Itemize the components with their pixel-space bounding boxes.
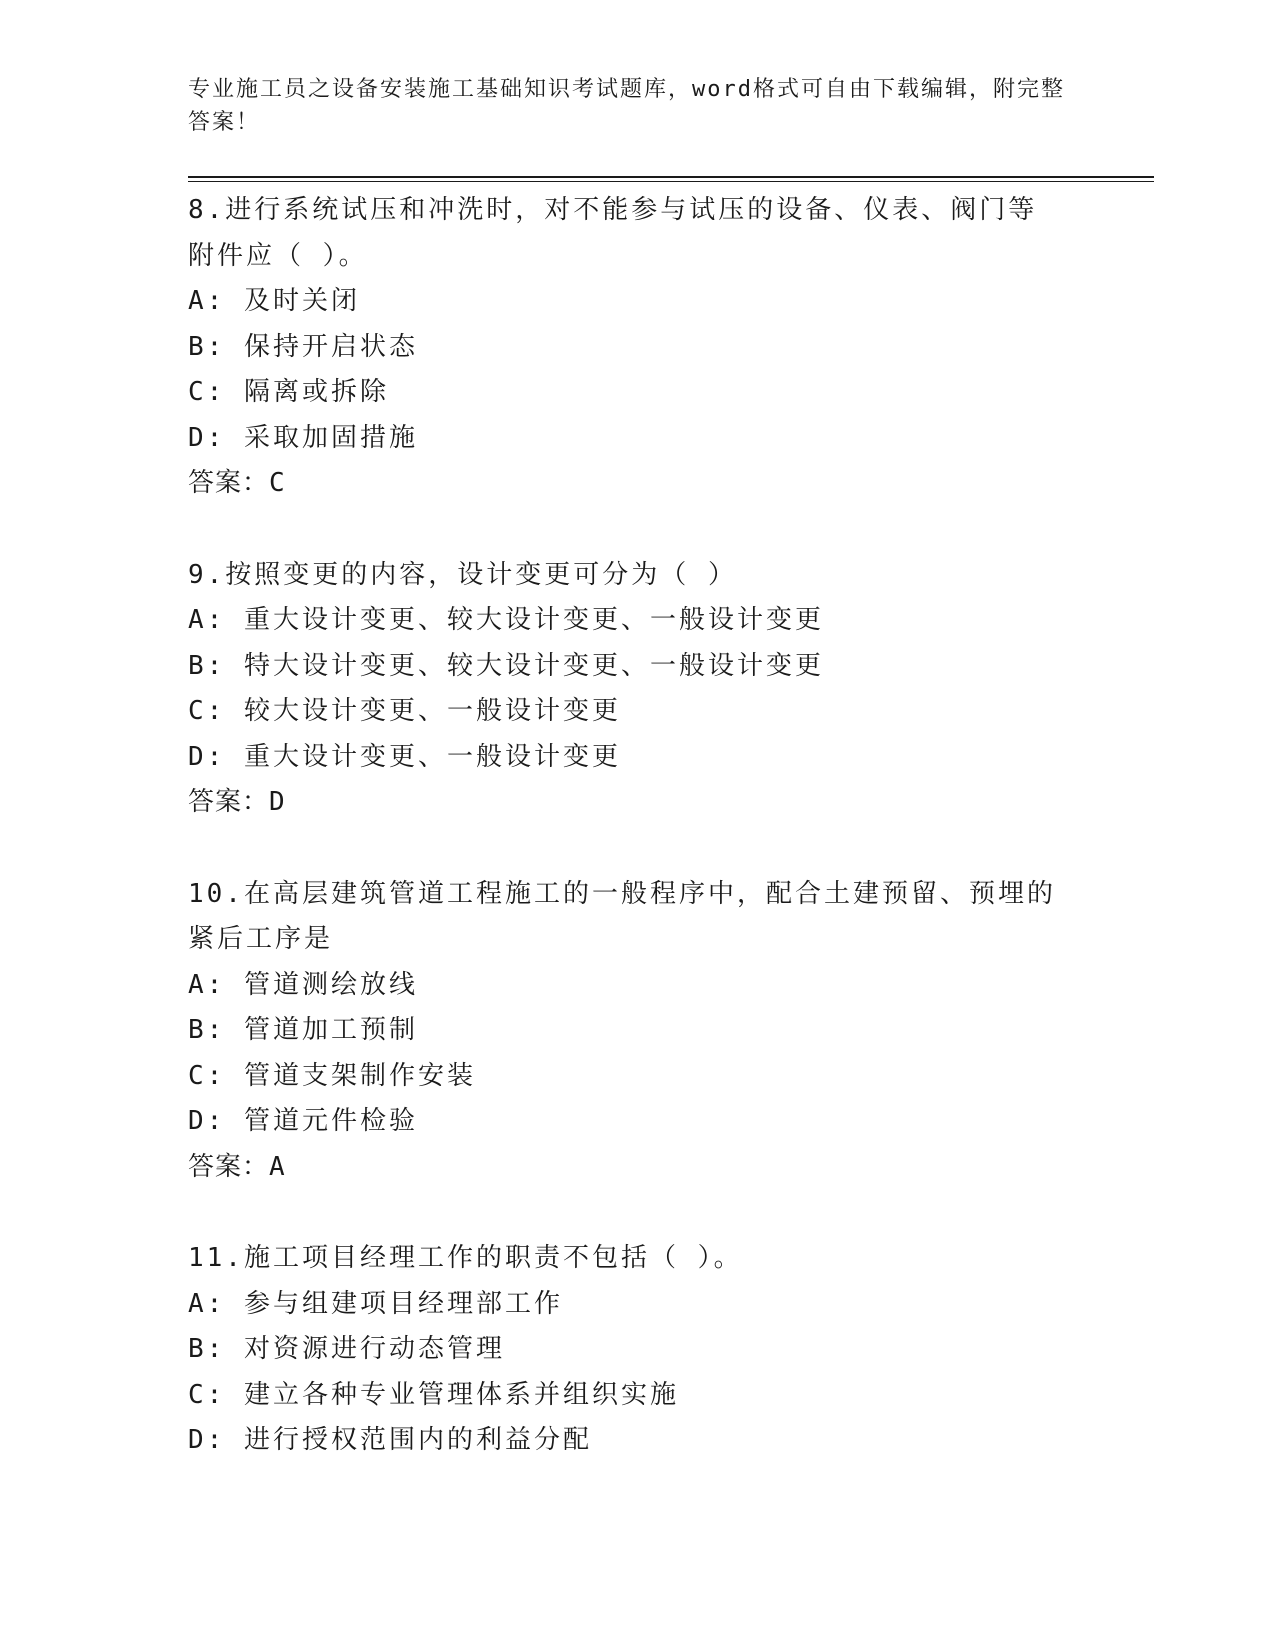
answer-line — [188, 780, 1088, 826]
question-8 — [188, 188, 1088, 507]
option-d: D: 重大设计变更、一般设计变更 — [188, 741, 621, 772]
option-c: C: 管道支架制作安装 — [188, 1060, 476, 1091]
answer-line — [188, 461, 1088, 507]
option-a: A: 重大设计变更、较大设计变更、一般设计变更 — [188, 605, 824, 635]
question-11 — [188, 1236, 1088, 1464]
option-d: D: 管道元件检验 — [188, 1106, 418, 1136]
answer-label: 答案： — [188, 1151, 270, 1182]
answer-label: 答案： — [188, 787, 270, 817]
option-c: C: 建立各种专业管理体系并组织实施 — [188, 1379, 679, 1410]
option-a: A: 及时关闭 — [188, 286, 360, 316]
question-list — [188, 188, 1088, 1510]
answer-line — [188, 1145, 1088, 1191]
header-rule-thin — [188, 181, 1154, 182]
answer-value: A — [269, 1151, 286, 1182]
question-stem: 9.按照变更的内容，设计变更可分为（ ） — [188, 559, 737, 590]
option-a: A: 参与组建项目经理部工作 — [188, 1288, 563, 1319]
answer-value: C — [269, 468, 286, 498]
question-9 — [188, 553, 1088, 826]
option-b: B: 对资源进行动态管理 — [188, 1334, 505, 1364]
option-b: B: 管道加工预制 — [188, 1015, 418, 1045]
answer-value: D — [269, 787, 286, 817]
answer-label: 答案： — [188, 468, 270, 498]
option-a: A: 管道测绘放线 — [188, 969, 418, 1000]
option-b: B: 保持开启状态 — [188, 331, 418, 362]
question-10 — [188, 872, 1088, 1191]
option-c: C: 较大设计变更、一般设计变更 — [188, 696, 621, 726]
option-d: D: 采取加固措施 — [188, 422, 418, 453]
option-b: B: 特大设计变更、较大设计变更、一般设计变更 — [188, 650, 824, 681]
question-stem: 11.施工项目经理工作的职责不包括（ ）。 — [188, 1243, 743, 1273]
document-header: 专业施工员之设备安装施工基础知识考试题库，word格式可自由下载编辑，附完整答案！ — [188, 77, 1065, 135]
question-stem: 10.在高层建筑管道工程施工的一般程序中，配合土建预留、预埋的紧后工序是 — [188, 878, 1056, 954]
option-d: D: 进行授权范围内的利益分配 — [188, 1425, 592, 1455]
question-stem: 8.进行系统试压和冲洗时，对不能参与试压的设备、仪表、阀门等附件应（ ）。 — [188, 195, 1038, 271]
option-c: C: 隔离或拆除 — [188, 377, 389, 407]
header-rule-thick — [188, 176, 1154, 178]
